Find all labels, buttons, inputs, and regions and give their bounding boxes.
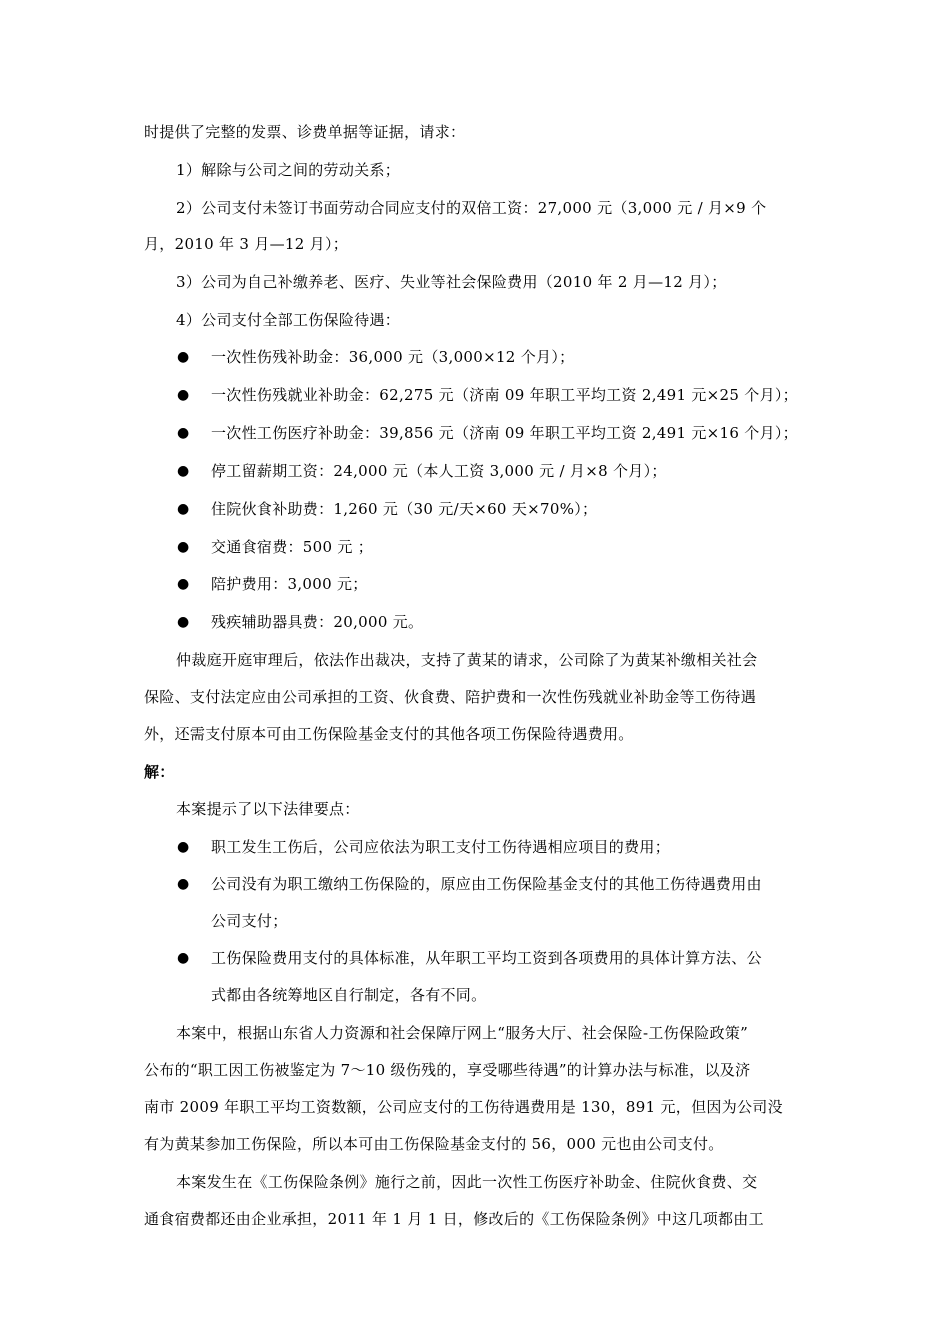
bullet-icon: ● [177,387,190,403]
solution-heading: 解： [144,763,175,781]
request-item-continued: 月，2010 年 3 月—12 月）； [144,235,349,253]
bullet-icon: ● [177,576,190,592]
benefit-item: 一次性伤残补助金：36,000 元（3,000×12 个月）； [211,348,575,366]
bullet-icon: ● [177,876,190,892]
legal-point-continued: 式都由各统筹地区自行制定，各有不同。 [211,986,487,1004]
bullet-icon: ● [177,425,190,441]
bullet-icon: ● [177,950,190,966]
request-item: 2）公司支付未签订书面劳动合同应支付的双倍工资：27,000 元（3,000 元 / 月×9 个 [176,199,767,217]
analysis-line: 本案中，根据山东省人力资源和社会保障厅网上“服务大厅、社会保险-工伤保险政策” [176,1024,749,1042]
request-item: 4）公司支付全部工伤保险待遇： [176,311,401,329]
benefit-item: 交通食宿费：500 元 ； [211,538,374,556]
legal-point: 公司没有为职工缴纳工伤保险的，原应由工伤保险基金支付的其他工伤待遇费用由 [211,875,762,893]
benefit-item: 停工留薪期工资：24,000 元（本人工资 3,000 元 / 月×8 个月）； [211,462,667,480]
bullet-icon: ● [177,839,190,855]
benefit-item: 一次性工伤医疗补助金：39,856 元（济南 09 年职工平均工资 2,491 元×16 个月）； [211,424,798,442]
benefit-item: 残疾辅助器具费：20,000 元。 [211,613,424,631]
ruling-line: 仲裁庭开庭审理后，依法作出裁决，支持了黄某的请求，公司除了为黄某补缴相关社会 [176,651,758,669]
points-intro: 本案提示了以下法律要点： [176,800,360,818]
bullet-icon: ● [177,614,190,630]
benefit-item: 住院伙食补助费：1,260 元（30 元/天×60 天×70%）； [211,500,598,518]
benefit-item: 一次性伤残就业补助金：62,275 元（济南 09 年职工平均工资 2,491 元×25 个月）； [211,386,798,404]
paragraph-line: 时提供了完整的发票、诊费单据等证据，请求： [144,123,466,141]
bullet-icon: ● [177,539,190,555]
bullet-icon: ● [177,501,190,517]
request-item: 1）解除与公司之间的劳动关系； [176,161,401,179]
bullet-icon: ● [177,463,190,479]
closing-line: 通食宿费都还由企业承担，2011 年 1 月 1 日，修改后的《工伤保险条例》中这几项都由工 [144,1210,764,1228]
legal-point: 职工发生工伤后，公司应依法为职工支付工伤待遇相应项目的费用； [211,838,671,856]
benefit-item: 陪护费用：3,000 元； [211,575,368,593]
closing-line: 本案发生在《工伤保险条例》施行之前，因此一次性工伤医疗补助金、住院伙食费、交 [176,1173,758,1191]
analysis-line: 公布的“职工因工伤被鉴定为 7～10 级伤残的，享受哪些待遇”的计算办法与标准，以及济 [144,1061,751,1079]
bullet-icon: ● [177,349,190,365]
ruling-line: 保险、支付法定应由公司承担的工资、伙食费、陪护费和一次性伤残就业补助金等工伤待遇 [144,688,757,706]
request-item: 3）公司为自己补缴养老、医疗、失业等社会保险费用（2010 年 2 月—12 月）； [176,273,727,291]
legal-point: 工伤保险费用支付的具体标准，从年职工平均工资到各项费用的具体计算方法、公 [211,949,762,967]
legal-point-continued: 公司支付； [211,912,288,930]
analysis-line: 有为黄某参加工伤保险，所以本可由工伤保险基金支付的 56，000 元也由公司支付。 [144,1135,724,1153]
analysis-line: 南市 2009 年职工平均工资数额，公司应支付的工伤待遇费用是 130，891 元，但因为公司没 [144,1098,783,1116]
ruling-line: 外，还需支付原本可由工伤保险基金支付的其他各项工伤保险待遇费用。 [144,725,634,743]
